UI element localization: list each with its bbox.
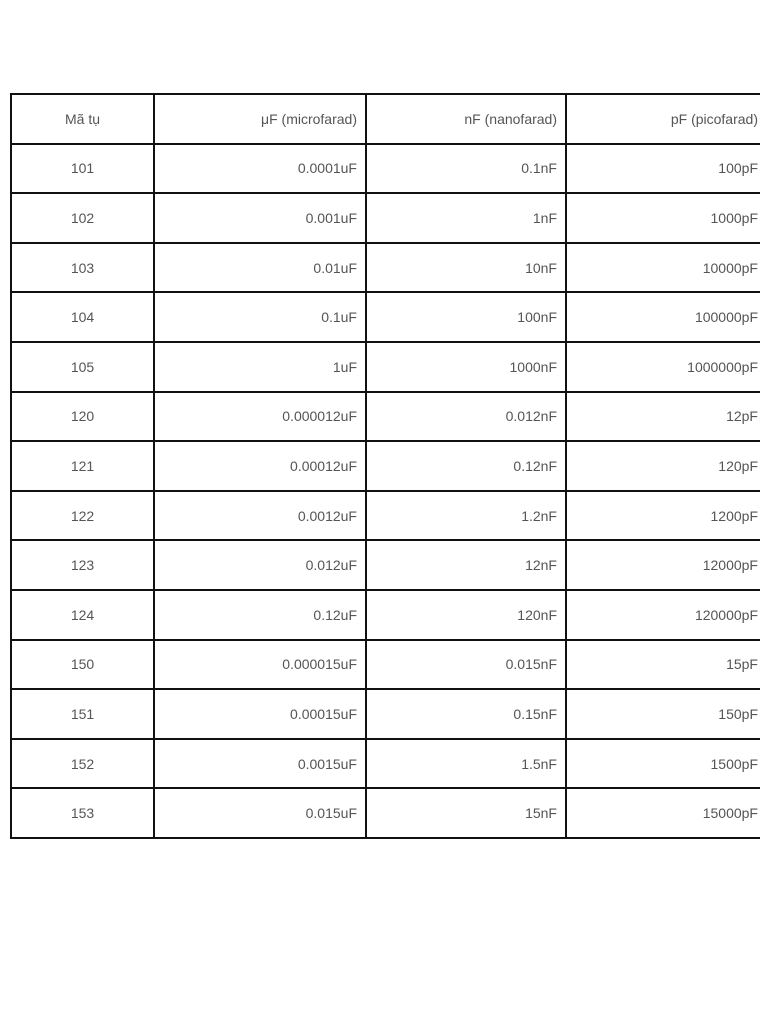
table-row: [11, 243, 760, 293]
cell-code: 152: [11, 739, 154, 789]
cell-picofarad: 1000pF: [566, 193, 760, 243]
table-row: [11, 491, 760, 541]
cell-microfarad: 0.012uF: [154, 540, 366, 590]
table-row: [11, 193, 760, 243]
cell-nanofarad: 1.2nF: [366, 491, 566, 541]
header-cell-picofarad: pF (picofarad): [566, 94, 760, 144]
capacitor-code-table: [10, 93, 760, 839]
cell-code: 150: [11, 640, 154, 690]
cell-picofarad: 120pF: [566, 441, 760, 491]
cell-code: 153: [11, 788, 154, 838]
cell-picofarad: 12pF: [566, 392, 760, 442]
header-cell-nanofarad: nF (nanofarad): [366, 94, 566, 144]
cell-nanofarad: 0.015nF: [366, 640, 566, 690]
cell-nanofarad: 0.012nF: [366, 392, 566, 442]
cell-code: 101: [11, 144, 154, 194]
table-row: [11, 144, 760, 194]
cell-picofarad: 100pF: [566, 144, 760, 194]
table-row: [11, 788, 760, 838]
cell-code: 122: [11, 491, 154, 541]
cell-picofarad: 1500pF: [566, 739, 760, 789]
cell-nanofarad: 15nF: [366, 788, 566, 838]
cell-nanofarad: 0.12nF: [366, 441, 566, 491]
cell-code: 105: [11, 342, 154, 392]
table-row: [11, 292, 760, 342]
cell-microfarad: 0.00012uF: [154, 441, 366, 491]
cell-nanofarad: 12nF: [366, 540, 566, 590]
cell-microfarad: 0.0012uF: [154, 491, 366, 541]
table-row: [11, 640, 760, 690]
cell-picofarad: 100000pF: [566, 292, 760, 342]
cell-nanofarad: 10nF: [366, 243, 566, 293]
table-row: [11, 441, 760, 491]
cell-microfarad: 1uF: [154, 342, 366, 392]
cell-microfarad: 0.00015uF: [154, 689, 366, 739]
cell-picofarad: 10000pF: [566, 243, 760, 293]
table-header: [11, 94, 760, 144]
table-row: [11, 739, 760, 789]
cell-nanofarad: 1000nF: [366, 342, 566, 392]
cell-code: 121: [11, 441, 154, 491]
cell-nanofarad: 120nF: [366, 590, 566, 640]
cell-code: 102: [11, 193, 154, 243]
cell-microfarad: 0.0001uF: [154, 144, 366, 194]
cell-code: 103: [11, 243, 154, 293]
cell-nanofarad: 0.15nF: [366, 689, 566, 739]
header-row: [11, 94, 760, 144]
cell-microfarad: 0.12uF: [154, 590, 366, 640]
table-row: [11, 342, 760, 392]
cell-picofarad: 1000000pF: [566, 342, 760, 392]
cell-code: 120: [11, 392, 154, 442]
table-row: [11, 540, 760, 590]
cell-nanofarad: 100nF: [366, 292, 566, 342]
cell-picofarad: 150pF: [566, 689, 760, 739]
table-body: [11, 144, 760, 838]
cell-picofarad: 1200pF: [566, 491, 760, 541]
cell-microfarad: 0.015uF: [154, 788, 366, 838]
table-row: [11, 689, 760, 739]
header-cell-microfarad: μF (microfarad): [154, 94, 366, 144]
table-row: [11, 590, 760, 640]
cell-picofarad: 15000pF: [566, 788, 760, 838]
cell-picofarad: 12000pF: [566, 540, 760, 590]
cell-microfarad: 0.01uF: [154, 243, 366, 293]
cell-picofarad: 120000pF: [566, 590, 760, 640]
cell-microfarad: 0.001uF: [154, 193, 366, 243]
cell-picofarad: 15pF: [566, 640, 760, 690]
header-cell-code: Mã tụ: [11, 94, 154, 144]
cell-microfarad: 0.000012uF: [154, 392, 366, 442]
cell-microfarad: 0.000015uF: [154, 640, 366, 690]
table-row: [11, 392, 760, 442]
cell-code: 124: [11, 590, 154, 640]
capacitor-code-table-container: [10, 93, 760, 897]
cell-nanofarad: 1.5nF: [366, 739, 566, 789]
cell-nanofarad: 1nF: [366, 193, 566, 243]
cell-code: 151: [11, 689, 154, 739]
cell-microfarad: 0.0015uF: [154, 739, 366, 789]
cell-nanofarad: 0.1nF: [366, 144, 566, 194]
cell-microfarad: 0.1uF: [154, 292, 366, 342]
cell-code: 104: [11, 292, 154, 342]
cell-code: 123: [11, 540, 154, 590]
